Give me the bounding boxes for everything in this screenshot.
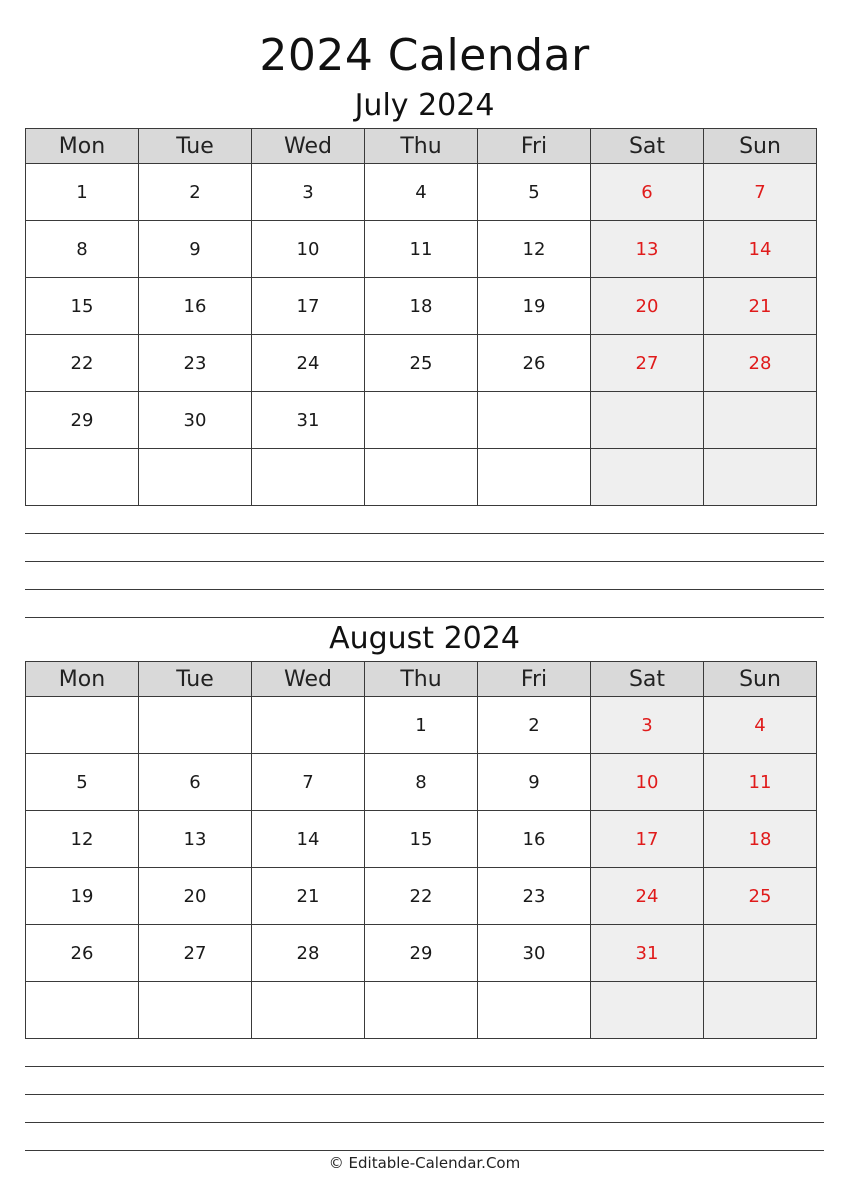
weekday-header-sat: Sat <box>591 129 704 164</box>
weekday-header-thu: Thu <box>365 129 478 164</box>
day-cell <box>252 697 365 754</box>
weekend-day-cell: 13 <box>591 221 704 278</box>
day-cell: 22 <box>365 868 478 925</box>
weekday-header-wed: Wed <box>252 662 365 697</box>
day-cell: 19 <box>478 278 591 335</box>
week-row <box>26 754 817 811</box>
notes-line <box>25 589 824 590</box>
day-cell: 29 <box>365 925 478 982</box>
week-row <box>26 221 817 278</box>
weekday-header-mon: Mon <box>26 662 139 697</box>
day-cell: 10 <box>252 221 365 278</box>
weekend-day-cell: 20 <box>591 278 704 335</box>
weekend-day-cell: 6 <box>591 164 704 221</box>
day-cell: 1 <box>26 164 139 221</box>
day-cell: 1 <box>365 697 478 754</box>
day-cell <box>26 982 139 1039</box>
weekend-day-cell: 24 <box>591 868 704 925</box>
day-cell: 12 <box>478 221 591 278</box>
calendar-grid-august <box>25 661 817 1039</box>
week-row <box>26 392 817 449</box>
day-cell <box>478 392 591 449</box>
weekday-header-sat: Sat <box>591 662 704 697</box>
notes-line <box>25 561 824 562</box>
day-cell: 2 <box>139 164 252 221</box>
notes-line <box>25 1122 824 1123</box>
week-row <box>26 868 817 925</box>
day-cell: 5 <box>26 754 139 811</box>
weekend-day-cell <box>591 392 704 449</box>
weekday-header-thu: Thu <box>365 662 478 697</box>
day-cell: 31 <box>252 392 365 449</box>
weekend-day-cell <box>591 982 704 1039</box>
notes-line <box>25 1066 824 1067</box>
weekend-day-cell: 28 <box>704 335 817 392</box>
weekday-header-mon: Mon <box>26 129 139 164</box>
calendar-grid-july <box>25 128 817 506</box>
weekend-day-cell <box>704 982 817 1039</box>
weekend-day-cell: 10 <box>591 754 704 811</box>
day-cell: 28 <box>252 925 365 982</box>
day-cell <box>365 982 478 1039</box>
day-cell: 9 <box>478 754 591 811</box>
weekend-day-cell: 11 <box>704 754 817 811</box>
day-cell: 23 <box>139 335 252 392</box>
month-title-july: July 2024 <box>354 88 495 123</box>
day-cell: 16 <box>139 278 252 335</box>
weekday-header-fri: Fri <box>478 129 591 164</box>
week-row <box>26 164 817 221</box>
day-cell: 6 <box>139 754 252 811</box>
notes-line <box>25 1150 824 1151</box>
day-cell: 12 <box>26 811 139 868</box>
week-row <box>26 697 817 754</box>
weekend-day-cell <box>704 392 817 449</box>
day-cell <box>252 982 365 1039</box>
day-cell: 19 <box>26 868 139 925</box>
day-cell <box>365 392 478 449</box>
day-cell: 8 <box>365 754 478 811</box>
day-cell: 14 <box>252 811 365 868</box>
day-cell: 26 <box>478 335 591 392</box>
weekend-day-cell <box>591 449 704 506</box>
day-cell: 24 <box>252 335 365 392</box>
day-cell: 30 <box>139 392 252 449</box>
day-cell: 4 <box>365 164 478 221</box>
day-cell <box>478 449 591 506</box>
week-row <box>26 449 817 506</box>
footer-copyright: © Editable-Calendar.Com <box>328 1154 521 1172</box>
weekday-header-sun: Sun <box>704 662 817 697</box>
weekend-day-cell: 18 <box>704 811 817 868</box>
day-cell <box>26 697 139 754</box>
day-cell: 21 <box>252 868 365 925</box>
weekday-header-sun: Sun <box>704 129 817 164</box>
week-row <box>26 982 817 1039</box>
day-cell <box>365 449 478 506</box>
day-cell: 7 <box>252 754 365 811</box>
weekend-day-cell: 17 <box>591 811 704 868</box>
weekday-header-tue: Tue <box>139 662 252 697</box>
weekend-day-cell: 21 <box>704 278 817 335</box>
day-cell: 23 <box>478 868 591 925</box>
day-cell: 8 <box>26 221 139 278</box>
day-cell: 15 <box>365 811 478 868</box>
day-cell: 16 <box>478 811 591 868</box>
weekday-header-wed: Wed <box>252 129 365 164</box>
weekday-header-row <box>26 129 817 164</box>
day-cell: 27 <box>139 925 252 982</box>
week-row <box>26 335 817 392</box>
day-cell: 13 <box>139 811 252 868</box>
weekend-day-cell: 31 <box>591 925 704 982</box>
weekend-day-cell: 3 <box>591 697 704 754</box>
day-cell: 29 <box>26 392 139 449</box>
day-cell: 11 <box>365 221 478 278</box>
week-row <box>26 811 817 868</box>
day-cell: 17 <box>252 278 365 335</box>
day-cell: 5 <box>478 164 591 221</box>
weekend-day-cell: 4 <box>704 697 817 754</box>
week-row <box>26 278 817 335</box>
week-row <box>26 925 817 982</box>
day-cell <box>139 697 252 754</box>
day-cell <box>478 982 591 1039</box>
notes-line <box>25 533 824 534</box>
day-cell <box>252 449 365 506</box>
day-cell: 3 <box>252 164 365 221</box>
day-cell <box>139 449 252 506</box>
weekday-header-fri: Fri <box>478 662 591 697</box>
weekend-day-cell: 25 <box>704 868 817 925</box>
day-cell <box>26 449 139 506</box>
page-title: 2024 Calendar <box>259 30 590 81</box>
month-title-august: August 2024 <box>329 621 520 656</box>
day-cell: 15 <box>26 278 139 335</box>
weekend-day-cell: 27 <box>591 335 704 392</box>
weekday-header-tue: Tue <box>139 129 252 164</box>
day-cell: 2 <box>478 697 591 754</box>
day-cell: 25 <box>365 335 478 392</box>
weekend-day-cell <box>704 925 817 982</box>
weekend-day-cell: 14 <box>704 221 817 278</box>
weekend-day-cell <box>704 449 817 506</box>
notes-line <box>25 1094 824 1095</box>
weekday-header-row <box>26 662 817 697</box>
day-cell: 22 <box>26 335 139 392</box>
day-cell: 9 <box>139 221 252 278</box>
day-cell: 30 <box>478 925 591 982</box>
day-cell: 18 <box>365 278 478 335</box>
day-cell: 20 <box>139 868 252 925</box>
weekend-day-cell: 7 <box>704 164 817 221</box>
notes-line <box>25 617 824 618</box>
day-cell: 26 <box>26 925 139 982</box>
day-cell <box>139 982 252 1039</box>
